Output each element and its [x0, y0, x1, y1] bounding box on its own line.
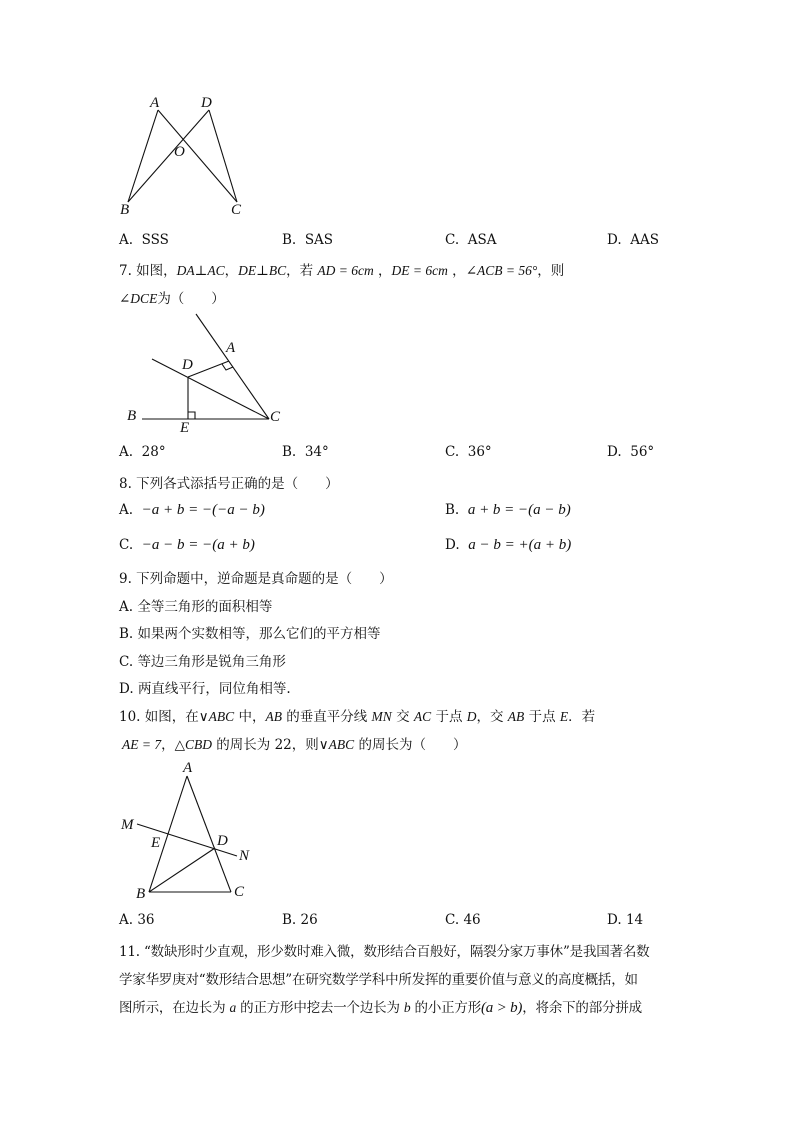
q7-label-d: D — [182, 357, 193, 373]
q6-label-c: C — [231, 202, 242, 218]
q10-label-d: D — [217, 833, 228, 849]
q8-stem: 8. 下列各式添括号正确的是（ ） — [119, 476, 339, 492]
segment-bd — [149, 848, 215, 892]
q11-stem-line1: 11. “数缺形时少直观，形少数时难入微，数形结合百般好，隔裂分家万事休”是我国著名数 — [119, 944, 650, 960]
q10-stem-line1: 10. 如图，在∨ABC 中，AB 的垂直平分线 MN 交 AC 于点 D，交 AB 于点 E．若 — [119, 709, 596, 725]
q7-label-c: C — [270, 409, 281, 425]
q9-option-a[interactable]: A. 全等三角形的面积相等 — [119, 599, 273, 615]
q10-option-b[interactable]: B. 26 — [282, 912, 318, 928]
q11-stem-line3: 图所示，在边长为 a 的正方形中挖去一个边长为 b 的小正方形(a > b)，将余下的部分拼成 — [119, 1000, 642, 1016]
q6-option-d[interactable]: D. AAS — [607, 232, 659, 248]
q10-stem-line2: AE = 7，△CBD 的周长为 22，则∨ABC 的周长为（ ） — [122, 737, 467, 753]
q7-label-a: A — [226, 340, 236, 356]
q7-option-b[interactable]: B. 34° — [282, 444, 329, 460]
q7-option-a[interactable]: A. 28° — [119, 444, 166, 460]
q7-option-c[interactable]: C. 36° — [445, 444, 492, 460]
q10-label-m: M — [121, 817, 134, 833]
q10-label-n: N — [239, 848, 250, 864]
q9-option-d[interactable]: D. 两直线平行，同位角相等. — [119, 681, 291, 697]
q9-stem: 9. 下列命题中，逆命题是真命题的是（ ） — [119, 571, 393, 587]
q8-option-c[interactable]: C. −a − b = −(a + b) — [119, 537, 255, 553]
segment-da — [188, 361, 229, 377]
q8-option-d[interactable]: D. a − b = +(a + b) — [445, 537, 572, 553]
q9-option-b[interactable]: B. 如果两个实数相等，那么它们的平方相等 — [119, 626, 381, 642]
q10-label-e: E — [151, 835, 161, 851]
q7-label-e: E — [180, 420, 190, 436]
q10-option-d[interactable]: D. 14 — [607, 912, 644, 928]
q7-stem-line1: 7. 如图，DA⊥AC，DE⊥BC，若 AD = 6cm ，DE = 6cm ，∠ACB = 56°，则 — [119, 263, 565, 279]
q8-option-a[interactable]: A. −a + b = −(−a − b) — [119, 502, 265, 518]
q7-label-b: B — [127, 408, 137, 424]
q10-label-b: B — [136, 886, 146, 902]
q6-option-b[interactable]: B. SAS — [282, 232, 334, 248]
right-angle-mark-e — [188, 412, 195, 419]
ray-ca — [196, 314, 269, 419]
segment-dc — [209, 110, 237, 202]
q6-label-o: O — [174, 144, 185, 160]
q10-label-c: C — [234, 884, 245, 900]
q10-option-c[interactable]: C. 46 — [445, 912, 481, 928]
q7-stem-line2: ∠DCE为（ ） — [119, 291, 225, 307]
q7-option-d[interactable]: D. 56° — [607, 444, 655, 460]
q6-option-a[interactable]: A. SSS — [119, 232, 169, 248]
q6-figure — [110, 95, 270, 225]
q11-stem-line2: 学家华罗庚对“数形结合思想”在研究数学学科中所发挥的重要价值与意义的高度概括，如 — [119, 972, 638, 988]
segment-ab — [128, 110, 158, 202]
q6-option-c[interactable]: C. ASA — [445, 232, 497, 248]
q9-option-c[interactable]: C. 等边三角形是锐角三角形 — [119, 654, 286, 670]
q6-label-d: D — [201, 95, 212, 111]
q8-option-b[interactable]: B. a + b = −(a − b) — [445, 502, 571, 518]
q10-label-a: A — [183, 760, 193, 776]
q10-option-a[interactable]: A. 36 — [119, 912, 155, 928]
q6-label-a: A — [150, 95, 160, 111]
q6-label-b: B — [120, 202, 130, 218]
